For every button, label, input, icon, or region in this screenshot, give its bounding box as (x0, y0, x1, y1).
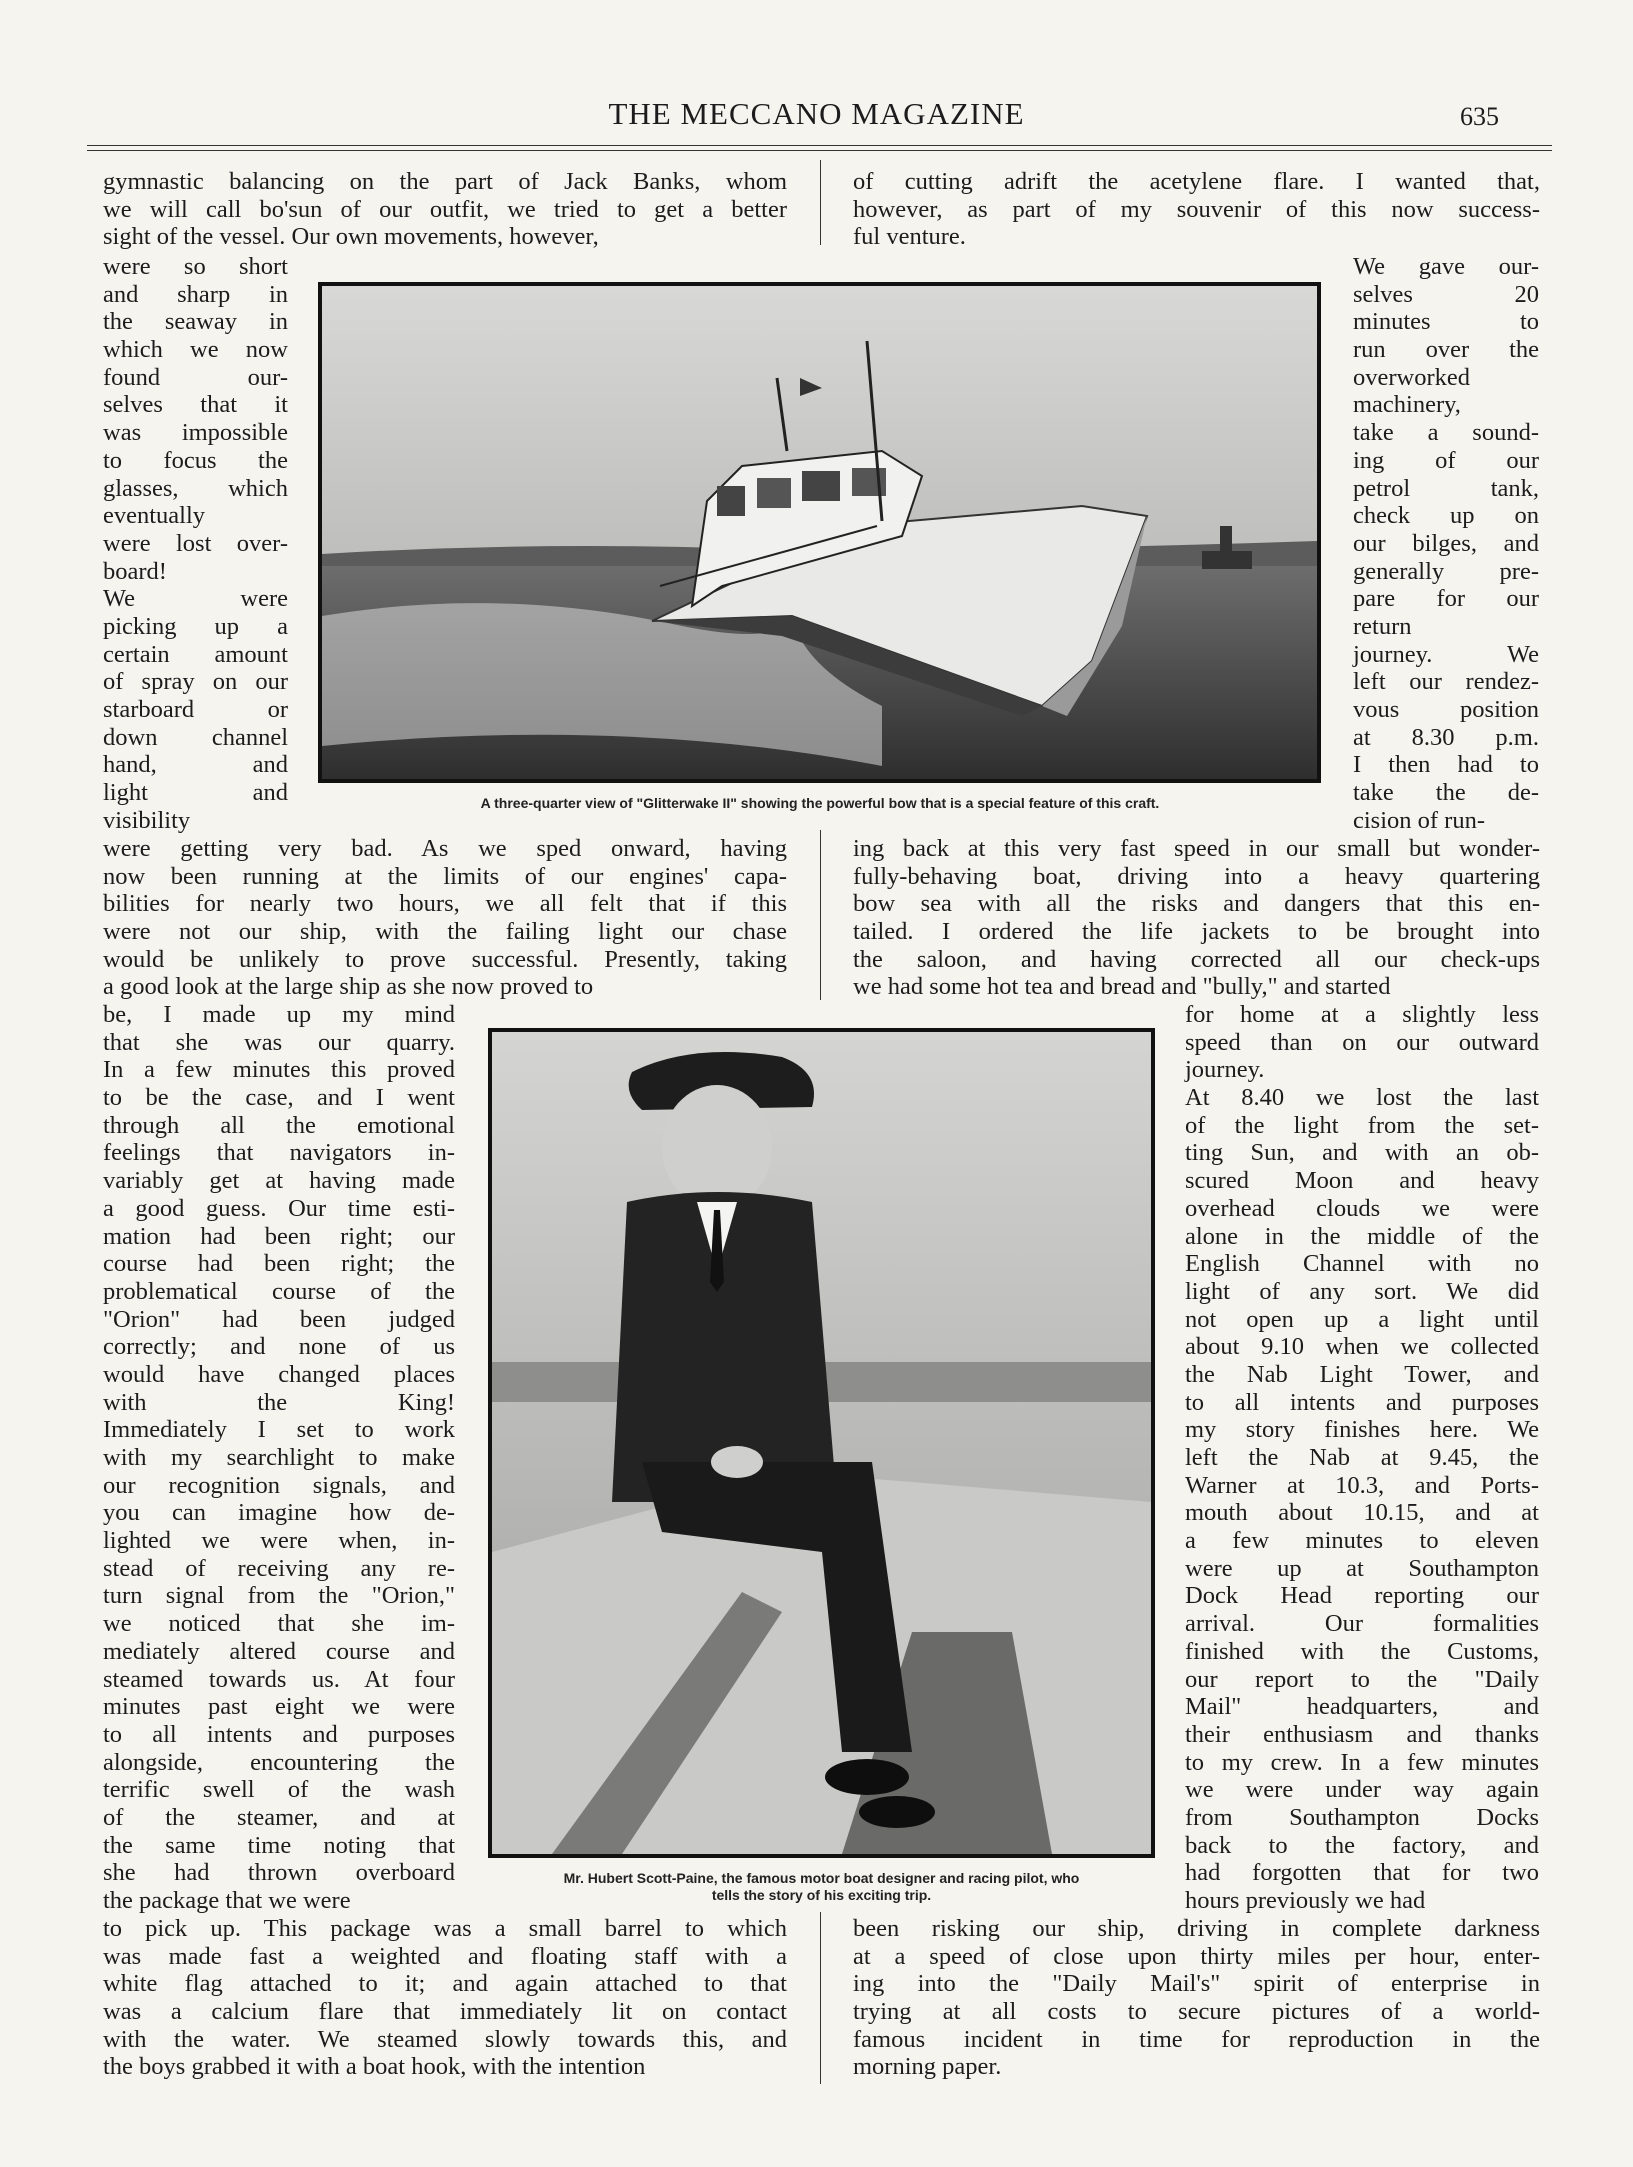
text-line: run over the (1353, 336, 1539, 364)
text-line: ful venture. (853, 223, 966, 251)
text-line: journey. We (1353, 640, 1539, 668)
boat-caption: A three-quarter view of "Glitterwake II" showing the powerful bow that is a special feature of this craft. (480, 795, 1160, 811)
text-line: were lost over- (103, 529, 288, 557)
text-line: alone in the middle of the (1185, 1222, 1539, 1250)
text-line: hours previously we had (1185, 1887, 1426, 1914)
text-line: our report to the "Daily (1185, 1665, 1539, 1693)
text-line: to all intents and purposes (103, 1720, 455, 1748)
text-line: our recognition signals, and (103, 1471, 455, 1499)
text-line: to pick up. This package was a small barrel to which (103, 1915, 787, 1942)
text-line: we will call bo'sun of our outfit, we tried to get a better (103, 195, 787, 223)
text-col2-bottom (853, 1915, 1540, 2081)
text-line: the boys grabbed it with a boat hook, with the intention (103, 2053, 646, 2081)
text-line: turn signal from the "Orion," (103, 1582, 455, 1610)
text-line: about 9.10 when we collected (1185, 1333, 1539, 1361)
text-line: take the de- (1353, 779, 1539, 807)
text-line: at 8.30 p.m. (1353, 723, 1539, 751)
text-line: ting Sun, and with an ob- (1185, 1139, 1539, 1167)
text-line: were so short (103, 253, 288, 280)
text-line: bilities for nearly two hours, we all felt that if this (103, 890, 787, 918)
text-right-lower (1185, 1001, 1539, 1915)
text-line: stead of receiving any re- (103, 1554, 455, 1582)
text-line: hand, and (103, 751, 288, 779)
text-line: we noticed that she im- (103, 1610, 455, 1638)
text-line: a good look at the large ship as she now proved to (103, 973, 594, 1001)
text-line: minutes to (1353, 308, 1539, 336)
column-divider-mid (820, 830, 821, 1000)
text-line: arrival. Our formalities (1185, 1610, 1539, 1638)
text-line: would be unlikely to prove successful. Presently, taking (103, 945, 787, 973)
text-line: through all the emotional (103, 1111, 455, 1139)
text-line: "Orion" had been judged (103, 1305, 455, 1333)
text-line: left our rendez- (1353, 668, 1539, 696)
text-line: ing into the "Daily Mail's" spirit of enterprise in (853, 1970, 1540, 1998)
text-line: our bilges, and (1353, 529, 1539, 557)
text-line: terrific swell of the wash (103, 1776, 455, 1804)
text-line: mediately altered course and (103, 1637, 455, 1665)
text-line: of cutting adrift the acetylene flare. I wanted that, (853, 168, 1540, 195)
text-line: now been running at the limits of our engines' capa- (103, 862, 787, 890)
text-line: Mail" headquarters, and (1185, 1693, 1539, 1721)
text-line: which we now (103, 336, 288, 364)
text-line: glasses, which (103, 474, 288, 502)
portrait-illustration (492, 1032, 1151, 1854)
text-line: with the King! (103, 1388, 455, 1416)
text-line: minutes past eight we were (103, 1693, 455, 1721)
text-line: scured Moon and heavy (1185, 1167, 1539, 1195)
text-line: gymnastic balancing on the part of Jack Banks, whom (103, 168, 787, 195)
text-line: had forgotten that for two (1185, 1859, 1539, 1887)
text-line: picking up a (103, 612, 288, 640)
text-col2-top (853, 168, 1540, 251)
text-line: we were under way again (1185, 1776, 1539, 1804)
text-line: light and (103, 779, 288, 807)
text-line: and sharp in (103, 280, 288, 308)
text-line: correctly; and none of us (103, 1333, 455, 1361)
text-line: that she was our quarry. (103, 1028, 455, 1056)
text-line: variably get at having made (103, 1167, 455, 1195)
text-line: mation had been right; our (103, 1222, 455, 1250)
text-line: of the steamer, and at (103, 1803, 455, 1831)
text-line: of the light from the set- (1185, 1111, 1539, 1139)
text-line: speed than on our outward (1185, 1028, 1539, 1056)
text-line: In a few minutes this proved (103, 1056, 455, 1084)
text-line: the same time noting that (103, 1831, 455, 1859)
text-line: mouth about 10.15, and at (1185, 1499, 1539, 1527)
text-line: not open up a light until (1185, 1305, 1539, 1333)
text-line: to focus the (103, 446, 288, 474)
text-line: take a sound- (1353, 419, 1539, 447)
text-line: petrol tank, (1353, 474, 1539, 502)
text-line: at a speed of close upon thirty miles per hour, enter- (853, 1942, 1540, 1970)
text-line: you can imagine how de- (103, 1499, 455, 1527)
boat-illustration (322, 286, 1317, 779)
text-line: eventually (103, 502, 206, 530)
text-line: starboard or (103, 696, 288, 723)
text-line: white flag attached to it; and again attached to that (103, 1970, 787, 1998)
text-line: been risking our ship, driving in complete darkness (853, 1915, 1540, 1942)
text-line: were getting very bad. As we sped onward, having (103, 835, 787, 862)
portrait-caption-line-1: Mr. Hubert Scott-Paine, the famous motor boat designer and racing pilot, who (563, 1870, 1080, 1886)
text-line: with the water. We steamed slowly towards this, and (103, 2025, 787, 2053)
text-line: a few minutes to eleven (1185, 1527, 1539, 1555)
text-line: generally pre- (1353, 557, 1539, 585)
text-line: of spray on our (103, 668, 288, 696)
text-line: the saloon, and having corrected all our check-ups (853, 945, 1540, 973)
text-line: was made fast a weighted and floating staff with a (103, 1942, 787, 1970)
text-line: found our- (103, 363, 288, 391)
text-line: sight of the vessel. Our own movements, however, (103, 223, 599, 251)
column-divider-bottom (820, 1912, 821, 2084)
text-col1-mid (103, 835, 787, 1001)
text-line: lighted we were when, in- (103, 1527, 455, 1555)
text-line: Immediately I set to work (103, 1416, 455, 1444)
column-divider-top (820, 160, 821, 245)
portrait-photo (488, 1028, 1155, 1858)
text-line: light of any sort. We did (1185, 1277, 1539, 1305)
text-line: be, I made up my mind (103, 1001, 455, 1028)
text-line: trying at all costs to secure pictures of a world- (853, 1998, 1540, 2026)
text-line: Dock Head reporting our (1185, 1582, 1539, 1610)
text-line: overworked (1353, 363, 1471, 391)
text-line: for home at a slightly less (1185, 1001, 1539, 1028)
text-line: selves 20 (1353, 280, 1539, 308)
text-line: ing of our (1353, 446, 1539, 474)
text-line: alongside, encountering the (103, 1748, 455, 1776)
text-line: cision of run- (1353, 806, 1485, 834)
text-line: their enthusiasm and thanks (1185, 1720, 1539, 1748)
text-line: journey. (1185, 1056, 1265, 1084)
text-line: vous position (1353, 696, 1539, 723)
text-line: from Southampton Docks (1185, 1803, 1539, 1831)
text-line: my story finishes here. We (1185, 1416, 1539, 1444)
text-line: finished with the Customs, (1185, 1637, 1539, 1665)
text-line: to my crew. In a few minutes (1185, 1748, 1539, 1776)
text-line: to be the case, and I went (103, 1084, 455, 1112)
text-line: machinery, (1353, 391, 1461, 419)
text-line: the seaway in (103, 308, 288, 336)
text-line: steamed towards us. At four (103, 1665, 455, 1693)
text-line: At 8.40 we lost the last (1185, 1084, 1539, 1112)
text-line: however, as part of my souvenir of this now success- (853, 195, 1540, 223)
text-line: were up at Southampton (1185, 1554, 1539, 1582)
text-line: was impossible (103, 419, 288, 447)
text-left-lower (103, 1001, 455, 1915)
text-line: left the Nab at 9.45, the (1185, 1444, 1539, 1471)
text-line: pare for our (1353, 585, 1539, 613)
page-number: 635 (1460, 102, 1499, 131)
text-line: down channel (103, 723, 288, 751)
header-rule-bottom (87, 150, 1552, 151)
text-line: to all intents and purposes (1185, 1388, 1539, 1416)
text-line: morning paper. (853, 2053, 1002, 2081)
text-line: overhead clouds we were (1185, 1194, 1539, 1222)
text-line: feelings that navigators in- (103, 1139, 455, 1167)
text-line: were not our ship, with the failing light our chase (103, 918, 787, 946)
text-line: English Channel with no (1185, 1250, 1539, 1278)
text-line: Warner at 10.3, and Ports- (1185, 1471, 1539, 1499)
header-rule-top (87, 145, 1552, 146)
text-line: certain amount (103, 640, 288, 668)
text-line: selves that it (103, 391, 288, 419)
text-line: back to the factory, and (1185, 1831, 1539, 1859)
text-line: famous incident in time for reproduction in the (853, 2025, 1540, 2053)
text-line: course had been right; the (103, 1250, 455, 1278)
text-right-narrow (1353, 253, 1539, 834)
text-line: bow sea with all the risks and dangers that this en- (853, 890, 1540, 918)
text-line: board! (103, 557, 167, 585)
text-line: would have changed places (103, 1360, 455, 1388)
text-line: problematical course of the (103, 1277, 455, 1305)
text-line: we had some hot tea and bread and "bully," and started (853, 973, 1391, 1001)
text-line: visibility (103, 806, 191, 834)
text-left-narrow (103, 253, 288, 834)
text-line: I then had to (1353, 751, 1539, 779)
text-col1-top (103, 168, 787, 251)
text-line: ing back at this very fast speed in our small but wonder- (853, 835, 1540, 862)
text-line: tailed. I ordered the life jackets to be brought into (853, 918, 1540, 946)
boat-photo (318, 282, 1321, 783)
text-line: fully-behaving boat, driving into a heavy quartering (853, 862, 1540, 890)
text-line: with my searchlight to make (103, 1444, 455, 1471)
text-line: check up on (1353, 502, 1539, 530)
portrait-caption-line-2: tells the story of his exciting trip. (711, 1887, 932, 1903)
text-col1-bottom (103, 1915, 787, 2081)
text-line: she had thrown overboard (103, 1859, 455, 1887)
magazine-title: THE MECCANO MAGAZINE (608, 96, 1025, 131)
text-line: was a calcium flare that immediately lit on contact (103, 1998, 787, 2026)
text-line: the package that we were (103, 1887, 351, 1914)
text-line: We were (103, 585, 288, 613)
text-line: the Nab Light Tower, and (1185, 1360, 1539, 1388)
text-line: a good guess. Our time esti- (103, 1194, 455, 1222)
text-line: return (1353, 612, 1412, 640)
text-line: We gave our- (1353, 253, 1539, 280)
text-col2-mid (853, 835, 1540, 1001)
